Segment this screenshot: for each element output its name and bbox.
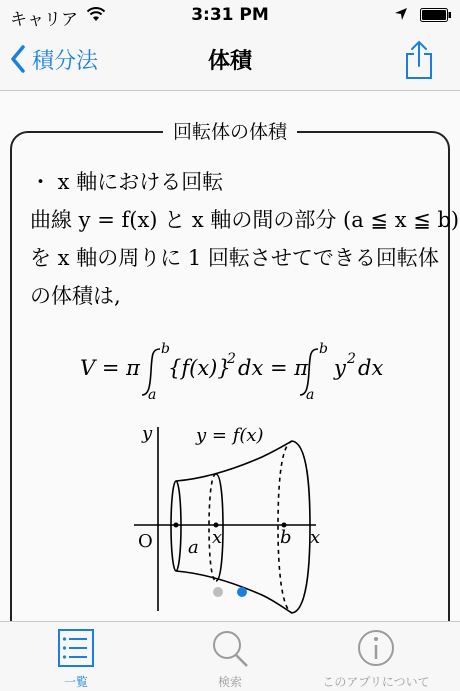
tab-list[interactable] [16,628,136,690]
tab-about[interactable] [316,628,436,690]
status-bar [0,0,460,30]
formula-mid: dx = π [238,356,309,380]
share-icon[interactable] [404,40,434,80]
location-arrow-icon [394,7,408,21]
integrand-2: y [334,356,346,380]
body-line-2: を x 軸の周りに 1 回転させてできる回転体 [30,246,439,270]
tab-search[interactable] [170,628,290,690]
integrand-1: {f(x)} [168,356,231,380]
page-dot-active[interactable] [237,587,247,597]
navigation-bar [0,30,460,91]
lower-limit-2: a [306,387,315,401]
lower-limit-1: a [148,387,157,401]
body-line-3: の体積は, [30,284,121,308]
formula-lhs: V = π [80,356,140,380]
battery-icon [420,8,452,22]
tab-about-label: このアプリについて [322,675,430,689]
x-point-label: x [212,527,223,548]
status-time: 3:31 PM [191,5,269,25]
curve-label: y = f(x) [196,425,264,446]
page-dot[interactable] [213,587,223,597]
tab-search-label: 検索 [217,675,242,689]
y-axis-label: y [142,423,153,444]
content-area[interactable] [0,91,460,621]
carrier-label: キャリア [10,10,78,30]
origin-label: O [138,531,153,552]
tab-list-label: 一覧 [63,675,88,689]
volume-formula [0,341,460,401]
list-icon [57,628,95,668]
tab-bar [0,621,460,691]
search-icon [211,628,249,668]
formula-dx: dx [358,356,384,380]
exponent-1: 2 [227,351,236,367]
exponent-2: 2 [347,351,356,367]
info-icon [357,628,395,668]
x-axis-label: x [310,527,321,548]
back-button[interactable] [10,42,98,76]
a-label: a [188,537,199,558]
bullet-text: ・ x 軸における回転 [30,170,224,194]
upper-curve [176,441,292,481]
upper-limit-2: b [319,341,328,357]
page-title: 体積 [207,49,252,74]
section-title: 回転体の体積 [0,117,460,144]
upper-limit-1: b [161,341,170,357]
back-button-label: 積分法 [32,48,99,74]
page-indicator[interactable] [0,587,460,597]
body-line-1: 曲線 y = f(x) と x 軸の間の部分 (a ≦ x ≦ b) [30,208,460,232]
chevron-left-icon [10,45,26,73]
b-label: b [280,527,292,548]
